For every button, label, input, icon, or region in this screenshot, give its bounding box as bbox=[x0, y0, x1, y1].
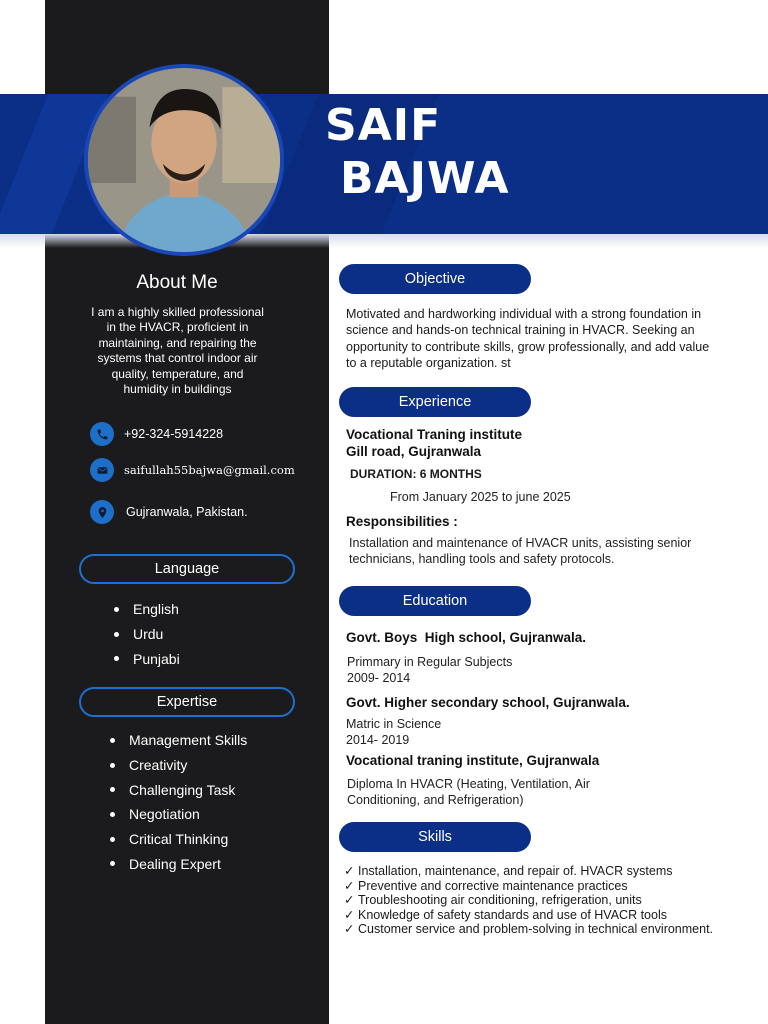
check-icon: ✓ bbox=[344, 922, 355, 936]
list-item: Management Skills bbox=[110, 728, 247, 753]
objective-text: Motivated and hardworking individual with a strong foundation in science and hands-on technical training in HVACR. Seeking an opportunity to contribute skills, grow professionally, and add value to a reputable organization. st bbox=[346, 307, 710, 371]
expertise-list bbox=[110, 728, 247, 876]
education-detail-3: Diploma In HVACR (Heating, Ventilation, Air Conditioning, and Refrigeration) bbox=[347, 777, 590, 807]
education-detail-1: Primmary in Regular Subjects bbox=[347, 655, 513, 669]
list-item: Critical Thinking bbox=[110, 827, 247, 852]
contact-phone[interactable] bbox=[90, 422, 223, 446]
list-item: ✓ Troubleshooting air conditioning, refrigeration, units bbox=[344, 893, 642, 907]
education-years-1: 2009- 2014 bbox=[347, 671, 411, 685]
education-school-3: Vocational traning institute, Gujranwala bbox=[346, 753, 600, 768]
experience-org-line2: Gill road, Gujranwala bbox=[346, 444, 482, 459]
education-school-2: Govt. Higher secondary school, Gujranwala. bbox=[346, 695, 630, 710]
education-years-2: 2014- 2019 bbox=[346, 733, 410, 747]
responsibilities-text: Installation and maintenance of HVACR units, assisting senior technicians, handling tools and safety protocols. bbox=[349, 536, 692, 566]
objective-heading: Objective bbox=[339, 264, 531, 294]
contact-location bbox=[90, 500, 248, 524]
location-text: Gujranwala, Pakistan. bbox=[126, 505, 248, 519]
experience-duration: DURATION: 6 MONTHS bbox=[350, 467, 482, 481]
check-icon: ✓ bbox=[344, 864, 355, 878]
about-title: About Me bbox=[136, 272, 218, 293]
contact-email[interactable] bbox=[90, 458, 295, 482]
responsibilities-title: Responsibilities : bbox=[346, 514, 458, 529]
skills-heading: Skills bbox=[339, 822, 531, 852]
list-item: ✓ Knowledge of safety standards and use of HVACR tools bbox=[344, 907, 667, 922]
check-icon: ✓ bbox=[344, 878, 355, 893]
list-item: English bbox=[114, 597, 180, 622]
education-school-1: Govt. Boys High school, Gujranwala. bbox=[346, 630, 587, 645]
list-item: Negotiation bbox=[110, 802, 247, 827]
experience-period: From January 2025 to june 2025 bbox=[390, 490, 571, 504]
list-item: ✓ Preventive and corrective maintenance practices bbox=[344, 878, 628, 893]
language-heading: Language bbox=[79, 554, 295, 584]
list-item: Creativity bbox=[110, 753, 247, 778]
experience-heading: Experience bbox=[339, 387, 531, 417]
last-name: BAJWA bbox=[340, 153, 510, 204]
about-text: I am a highly skilled professional in the HVACR, proficient in maintaining, and repairing the systems that control indoor air quality, temperature, and humidity in buildings bbox=[91, 305, 264, 397]
experience-org-line1: Vocational Traning institute bbox=[346, 427, 523, 442]
list-item: ✓ Customer service and problem-solving in technical environment. bbox=[344, 922, 714, 936]
list-item: Punjabi bbox=[114, 646, 180, 671]
list-item: Urdu bbox=[114, 622, 180, 647]
envelope-icon bbox=[90, 458, 114, 482]
list-item: Dealing Expert bbox=[110, 851, 247, 876]
email-text: saifullah55bajwa@gmail.com bbox=[124, 463, 295, 477]
list-item: Challenging Task bbox=[110, 777, 247, 802]
phone-text: +92-324-5914228 bbox=[124, 427, 224, 441]
expertise-heading: Expertise bbox=[79, 687, 295, 717]
list-item: ✓ Installation, maintenance, and repair of. HVACR systems bbox=[344, 864, 673, 878]
profile-photo bbox=[84, 64, 284, 256]
first-name: SAIF bbox=[325, 100, 442, 151]
check-icon: ✓ bbox=[344, 907, 355, 922]
skills-list bbox=[344, 864, 724, 937]
language-list bbox=[114, 597, 180, 671]
education-heading: Education bbox=[339, 586, 531, 616]
check-icon: ✓ bbox=[344, 893, 355, 907]
map-pin-icon bbox=[90, 500, 114, 524]
phone-icon bbox=[90, 422, 114, 446]
education-detail-2: Matric in Science bbox=[346, 717, 442, 731]
